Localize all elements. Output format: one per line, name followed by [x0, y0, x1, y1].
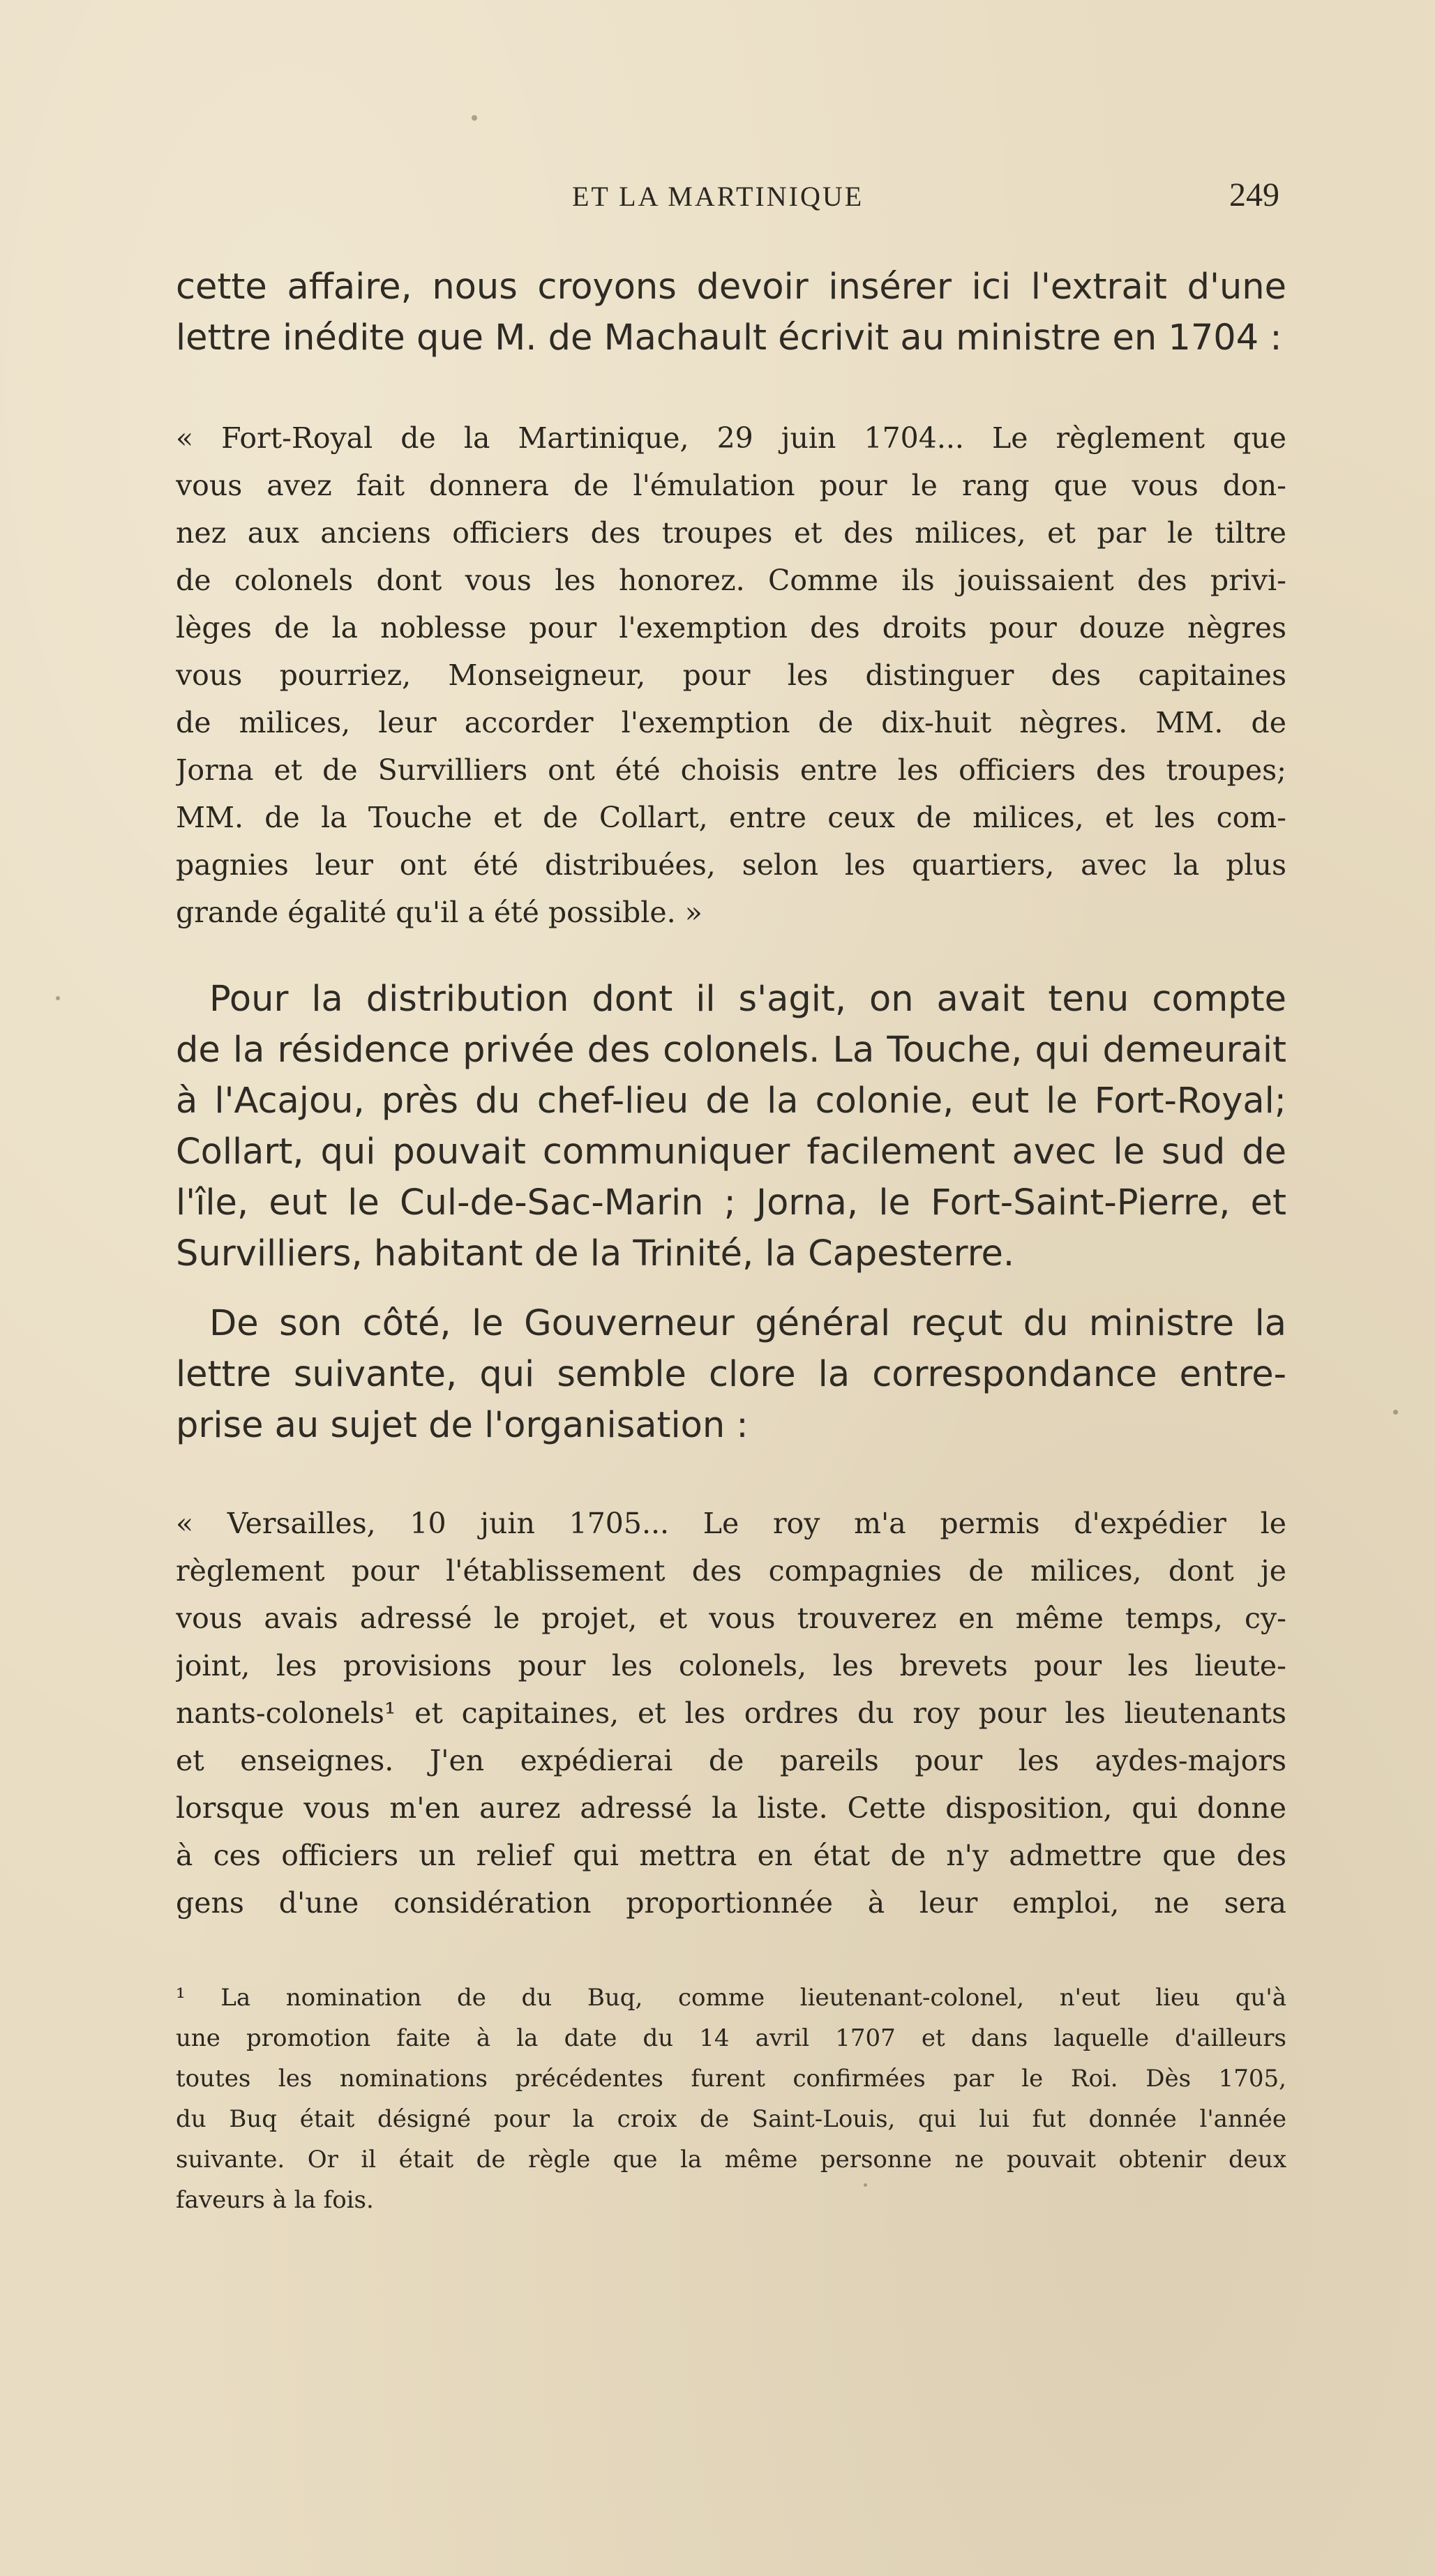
footnote-line: toutes les nominations précédentes furent confirmées par le Roi. Dès 1705,: [176, 2065, 1286, 2093]
text-line: de la résidence privée des colonels. La Touche, qui demeurait: [176, 1030, 1286, 1071]
footnote-line: une promotion faite à la date du 14 avril 1707 et dans laquelle d'ailleurs: [176, 2024, 1286, 2052]
text-line: De son côté, le Gouverneur général reçut du ministre la: [209, 1303, 1286, 1344]
text-line: cette affaire, nous croyons devoir insérer ici l'extrait d'une: [176, 266, 1286, 308]
text-line: gens d'une considération proportionnée à leur emploi, ne sera: [176, 1886, 1286, 1920]
footnote-line: faveurs à la fois.: [176, 2186, 374, 2214]
text-line: lettre inédite que M. de Machault écrivit au ministre en 1704 :: [176, 317, 1282, 359]
paper-speck: [1393, 1410, 1398, 1415]
opening-paragraph: [176, 262, 1286, 363]
text-line: à l'Acajou, près du chef-lieu de la colonie, eut le Fort-Royal;: [176, 1080, 1286, 1122]
footnote-line: du Buq était désigné pour la croix de Saint-Louis, qui lui fut donnée l'année: [176, 2105, 1286, 2133]
text-line: pagnies leur ont été distribuées, selon les quartiers, avec la plus: [176, 848, 1286, 882]
footnote: [176, 1978, 1286, 2220]
paper-speck: [56, 996, 60, 1000]
footnote-line: suivante. Or il était de règle que la même personne ne pouvait obtenir deux: [176, 2146, 1286, 2174]
text-line: règlement pour l'établissement des compagnies de milices, dont je: [176, 1554, 1286, 1588]
text-line: de colonels dont vous les honorez. Comme ils jouissaient des privi-: [176, 564, 1286, 597]
text-line: Survilliers, habitant de la Trinité, la Capesterre.: [176, 1233, 1015, 1274]
text-line: et enseignes. J'en expédierai de pareils pour les aydes-majors: [176, 1744, 1286, 1777]
text-line: Jorna et de Survilliers ont été choisis entre les officiers des troupes;: [176, 753, 1286, 787]
text-line: Pour la distribution dont il s'agit, on avait tenu compte: [209, 979, 1286, 1020]
text-line: « Versailles, 10 juin 1705... Le roy m'a permis d'expédier le: [176, 1507, 1286, 1540]
text-line: lorsque vous m'en aurez adressé la liste. Cette disposition, qui donne: [176, 1791, 1286, 1825]
text-line: nez aux anciens officiers des troupes et des milices, et par le tiltre: [176, 516, 1286, 550]
text-line: de milices, leur accorder l'exemption de dix-huit nègres. MM. de: [176, 706, 1286, 739]
text-line: joint, les provisions pour les colonels, les brevets pour les lieute-: [176, 1649, 1286, 1682]
text-line: « Fort-Royal de la Martinique, 29 juin 1704... Le règlement que: [176, 421, 1286, 455]
text-line: nants-colonels¹ et capitaines, et les ordres du roy pour les lieutenants: [176, 1696, 1286, 1730]
text-line: Collart, qui pouvait communiquer facilement avec le sud de: [176, 1131, 1286, 1173]
text-line: vous pourriez, Monseigneur, pour les distinguer des capitaines: [176, 658, 1286, 692]
running-head: [0, 176, 1435, 222]
page-number: 249: [1229, 176, 1279, 213]
text-line: grande égalité qu'il a été possible. »: [176, 896, 703, 929]
text-line: l'île, eut le Cul-de-Sac-Marin ; Jorna, le Fort-Saint-Pierre, et: [176, 1182, 1286, 1223]
text-line: lèges de la noblesse pour l'exemption des droits pour douze nègres: [176, 611, 1286, 645]
body-paragraph-governor: [176, 1298, 1286, 1451]
quote-machault-letter: [176, 414, 1286, 936]
text-line: prise au sujet de l'organisation :: [176, 1405, 749, 1446]
running-title: ET LA MARTINIQUE: [572, 181, 864, 212]
paper-speck: [864, 2183, 867, 2187]
text-line: vous avez fait donnera de l'émulation pour le rang que vous don-: [176, 469, 1286, 502]
quote-versailles-letter: [176, 1500, 1286, 1927]
text-line: lettre suivante, qui semble clore la correspondance entre-: [176, 1354, 1286, 1395]
text-line: MM. de la Touche et de Collart, entre ceux de milices, et les com-: [176, 801, 1286, 834]
text-line: à ces officiers un relief qui mettra en état de n'y admettre que des: [176, 1839, 1286, 1872]
footnote-line: ¹ La nomination de du Buq, comme lieutenant-colonel, n'eut lieu qu'à: [176, 1984, 1286, 2012]
text-line: vous avais adressé le projet, et vous trouverez en même temps, cy-: [176, 1602, 1286, 1635]
body-paragraph-distribution: [176, 974, 1286, 1279]
paper-speck: [472, 115, 477, 121]
